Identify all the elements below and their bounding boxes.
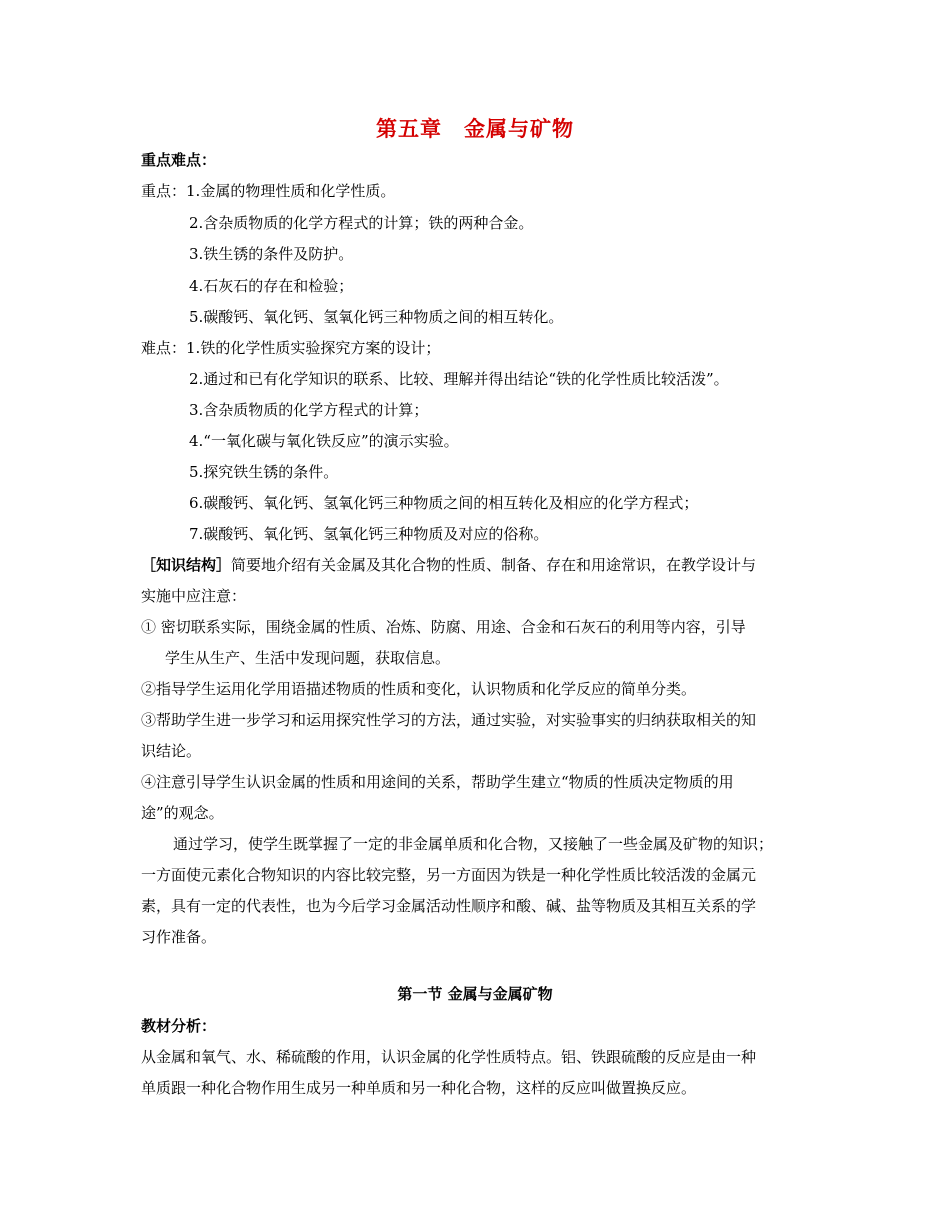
difficult-point-item: 1.铁的化学性质实验探究方案的设计； <box>186 339 441 357</box>
guideline-3: ③帮助学生进一步学习和运用探究性学习的方法，通过实验，对实验事实的归纳获取相关的知 <box>141 711 757 729</box>
difficult-point-item: 4.“一氧化碳与氧化铁反应”的演示实验。 <box>189 432 459 450</box>
summary-paragraph: 素，具有一定的代表性，也为今后学习金属活动性顺序和酸、碱、盐等物质及其相互关系的学 <box>141 897 757 915</box>
guideline-2: ②指导学生运用化学用语描述物质的性质和变化，认识物质和化学反应的简单分类。 <box>141 680 697 698</box>
difficult-point-item: 5.探究铁生锈的条件。 <box>189 463 339 481</box>
guideline-1-continued: 学生从生产、生活中发现问题，获取信息。 <box>165 649 451 667</box>
key-point-row-1 <box>141 181 395 201</box>
key-points-heading: 重点难点： <box>141 151 217 169</box>
difficult-points-label: 难点： <box>141 339 187 357</box>
key-point-item: 4.石灰石的存在和检验； <box>189 277 354 295</box>
key-point-item: 2.含杂质物质的化学方程式的计算；铁的两种合金。 <box>189 214 534 232</box>
difficult-point-item: 3.含杂质物质的化学方程式的计算； <box>189 401 429 419</box>
guideline-1: ① 密切联系实际，围绕金属的性质、冶炼、防腐、用途、合金和石灰石的利用等内容，引导 <box>141 618 746 636</box>
summary-paragraph: 通过学习，使学生既掌握了一定的非金属单质和化合物，又接触了一些金属及矿物的知识； <box>173 835 774 853</box>
key-point-item: 3.铁生锈的条件及防护。 <box>189 245 354 263</box>
key-points-label: 重点： <box>141 182 187 200</box>
summary-paragraph: 一方面使元素化合物知识的内容比较完整，另一方面因为铁是一种化学性质比较活泼的金属元 <box>141 866 757 884</box>
analysis-paragraph: 单质跟一种化合物作用生成另一种单质和另一种化合物，这样的反应叫做置换反应。 <box>141 1079 697 1097</box>
key-point-item: 5.碳酸钙、氧化钙、氢氧化钙三种物质之间的相互转化。 <box>189 308 564 326</box>
difficult-point-item: 7.碳酸钙、氧化钙、氢氧化钙三种物质及对应的俗称。 <box>189 525 549 543</box>
guideline-3-continued: 识结论。 <box>141 742 202 760</box>
difficult-point-item: 6.碳酸钙、氧化钙、氢氧化钙三种物质之间的相互转化及相应的化学方程式； <box>189 494 699 512</box>
guideline-4-continued: 途”的观念。 <box>141 804 224 822</box>
knowledge-structure-text: 简要地介绍有关金属及其化合物的性质、制备、存在和用途常识，在教学设计与 <box>231 556 757 574</box>
difficult-point-row-1 <box>141 338 440 358</box>
chapter-title: 第五章 金属与矿物 <box>376 117 574 141</box>
guideline-4: ④注意引导学生认识金属的性质和用途间的关系，帮助学生建立“物质的性质决定物质的用 <box>141 773 734 791</box>
knowledge-structure-intro <box>141 555 756 575</box>
section-title: 第一节 金属与金属矿物 <box>397 985 553 1003</box>
difficult-point-item: 2.通过和已有化学知识的联系、比较、理解并得出结论“铁的化学性质比较活泼”。 <box>189 370 729 388</box>
summary-paragraph: 习作准备。 <box>141 928 217 946</box>
key-point-item: 1.金属的物理性质和化学性质。 <box>186 182 396 200</box>
analysis-heading: 教材分析： <box>141 1017 217 1035</box>
knowledge-structure-label: ［知识结构］ <box>141 556 232 574</box>
knowledge-structure-text: 实施中应注意： <box>141 587 247 605</box>
analysis-paragraph: 从金属和氧气、水、稀硫酸的作用，认识金属的化学性质特点。铝、铁跟硫酸的反应是由一种 <box>141 1048 757 1066</box>
